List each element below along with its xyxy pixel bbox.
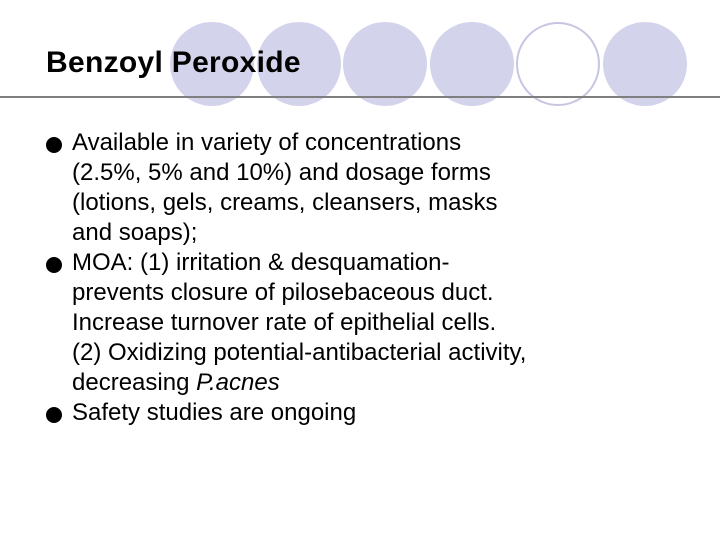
bullet-dot-icon xyxy=(46,257,62,273)
bullet-line: (lotions, gels, creams, cleansers, masks xyxy=(72,189,498,216)
bullet-list xyxy=(46,128,706,428)
bullet-line: (2) Oxidizing potential-antibacterial activity, xyxy=(72,339,527,366)
bullet-dot-icon xyxy=(46,137,62,153)
bullet-line: Available in variety of concentrations xyxy=(72,129,462,156)
bullet-item-moa xyxy=(46,248,706,398)
bullet-line xyxy=(72,368,706,398)
bullet-line: (2.5%, 5% and 10%) and dosage forms xyxy=(72,159,491,186)
bullet-line-text: decreasing xyxy=(72,369,197,396)
bullet-line: and soaps); xyxy=(72,219,198,246)
bullet-line: MOA: (1) irritation & desquamation- xyxy=(72,249,450,276)
organism-name: P.acnes xyxy=(196,369,280,396)
decor-circle-4 xyxy=(430,22,514,106)
bullet-item-safety xyxy=(46,398,706,428)
bullet-dot-icon xyxy=(46,407,62,423)
bullet-line: Increase turnover rate of epithelial cells. xyxy=(72,309,497,336)
slide-title: Benzoyl Peroxide xyxy=(46,46,301,79)
title-divider xyxy=(0,96,720,98)
decor-circle-6 xyxy=(603,22,687,106)
decor-circle-3 xyxy=(343,22,427,106)
decor-circle-5 xyxy=(516,22,600,106)
bullet-item-concentrations xyxy=(46,128,706,248)
bullet-line: Safety studies are ongoing xyxy=(72,399,357,426)
bullet-line: prevents closure of pilosebaceous duct. xyxy=(72,279,494,306)
